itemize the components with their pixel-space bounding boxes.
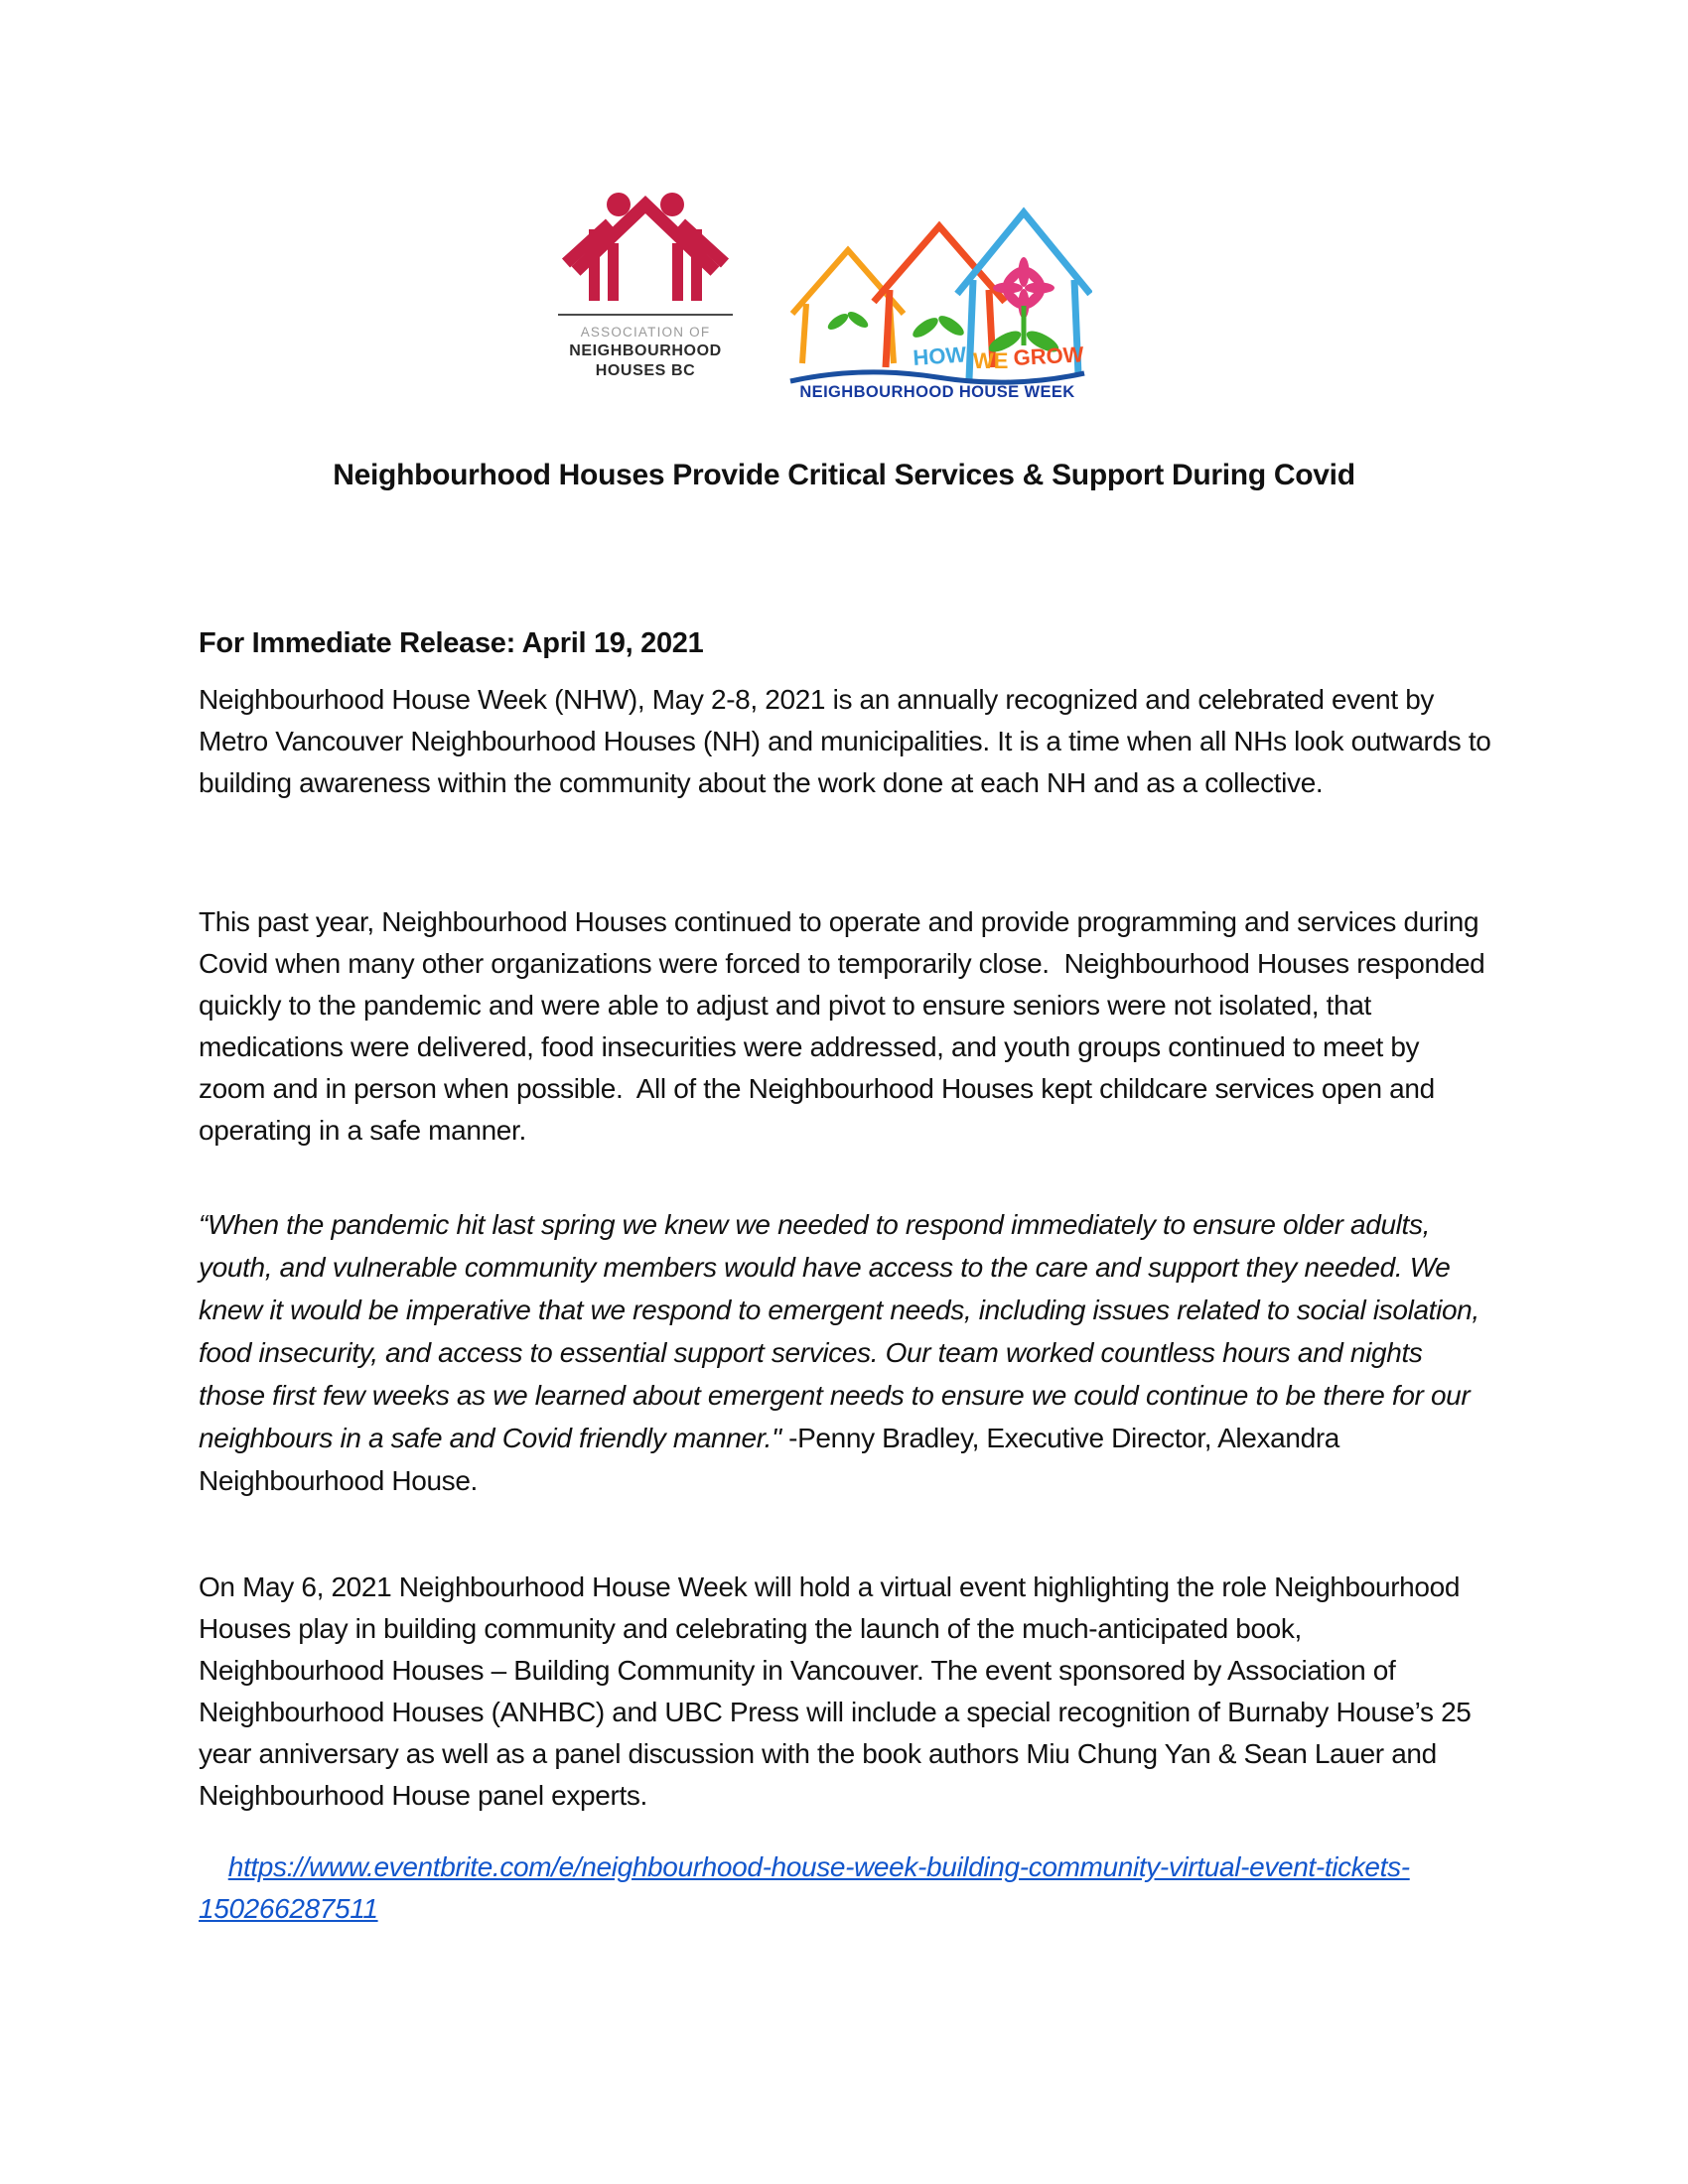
anhbc-logo-line1: ASSOCIATION OF	[580, 325, 711, 340]
right-figure-leg	[691, 229, 702, 301]
paragraph-event: On May 6, 2021 Neighbourhood House Week will hold a virtual event highlighting the role Neighbourhood Houses play in building community and celebrating the launch of the much-anticipated book, Neighbourhood Houses – Building Community in Vancouver. The event sponsored by Association of Neighbourhood Houses (ANHBC) and UBC Press will include a special recognition of Burnaby House’s 25 year anniversary as well as a panel discussion with the book authors Miu Chung Yan & Sean Lauer and Neighbourhood House panel experts.	[199, 1571, 1478, 1811]
leaf-icon	[825, 311, 850, 333]
left-figure-leg	[589, 229, 600, 301]
anhbc-logo	[548, 192, 743, 381]
flower-icon	[986, 257, 1061, 356]
leaf-icon	[845, 309, 870, 331]
release-line: For Immediate Release: April 19, 2021	[199, 627, 704, 659]
eventbrite-link[interactable]: https://www.eventbrite.com/e/neighbourhood-house-week-building-community-virtual-event-tickets-150266287511	[199, 1851, 1410, 1924]
logo-divider	[558, 314, 733, 316]
page-title: Neighbourhood Houses Provide Critical Services & Support During Covid	[333, 459, 1355, 491]
event-link-block	[199, 1805, 1491, 1972]
nhw-banner-text: NEIGHBOURHOOD HOUSE WEEK	[799, 383, 1075, 401]
paragraph-intro: Neighbourhood House Week (NHW), May 2-8, 2021 is an annually recognized and celebrated event by Metro Vancouver Neighbourhood Houses (NH) and municipalities. It is a time when all NHs look outwards to building awareness within the community about the work done at each NH and as a collective.	[199, 684, 1498, 798]
paragraph-services: This past year, Neighbourhood Houses continued to operate and provide programming and services during Covid when many other organizations were forced to temporarily close. Neighbourhood Houses responded quickly to the pandemic and were able to adjust and pivot to ensure seniors were not isolated, that medications were delivered, food insecurities were addressed, and youth groups continued to meet by zoom and in person when possible. All of the Neighbourhood Houses kept childcare services open and operating in a safe manner.	[199, 906, 1492, 1146]
wave-underline	[790, 372, 1084, 382]
quote-italic-text: “When the pandemic hit last spring we knew we needed to respond immediately to ensure older adults, youth, and vulnerable community members would have access to the care and support they needed. We knew it would be imperative that we respond to emergent needs, including issues related to social isolation, food insecurity, and access to essential support services. Our team worked countless hours and nights those first few weeks as we learned about emergent needs to ensure we could continue to be there for our neighbours in a safe and Covid friendly manner."	[199, 1209, 1487, 1453]
left-figure-head	[607, 193, 631, 216]
slogan-we: WE	[973, 348, 1009, 373]
slogan-how: HOW	[912, 341, 967, 370]
red-house-wall	[886, 290, 890, 367]
anhbc-logo-line3: HOUSES BC	[595, 362, 696, 379]
quote-attribution: -Penny Bradley, Executive Director, Alexandra Neighbourhood House.	[199, 1423, 1347, 1496]
leaf-icon	[935, 312, 966, 339]
anhbc-people-house-icon	[558, 192, 733, 303]
leaf-icon	[910, 314, 940, 341]
nhw-logo	[782, 195, 1092, 401]
anhbc-logo-line2: NEIGHBOURHOOD	[569, 342, 722, 359]
how-we-grow-houses-icon	[782, 195, 1092, 401]
orange-house-wall	[802, 304, 806, 363]
quote-paragraph	[199, 1203, 1491, 1502]
right-figure-leg	[672, 243, 683, 301]
right-figure-head	[660, 193, 684, 216]
slogan-grow: GROW	[1012, 341, 1085, 370]
left-figure-leg	[608, 243, 619, 301]
